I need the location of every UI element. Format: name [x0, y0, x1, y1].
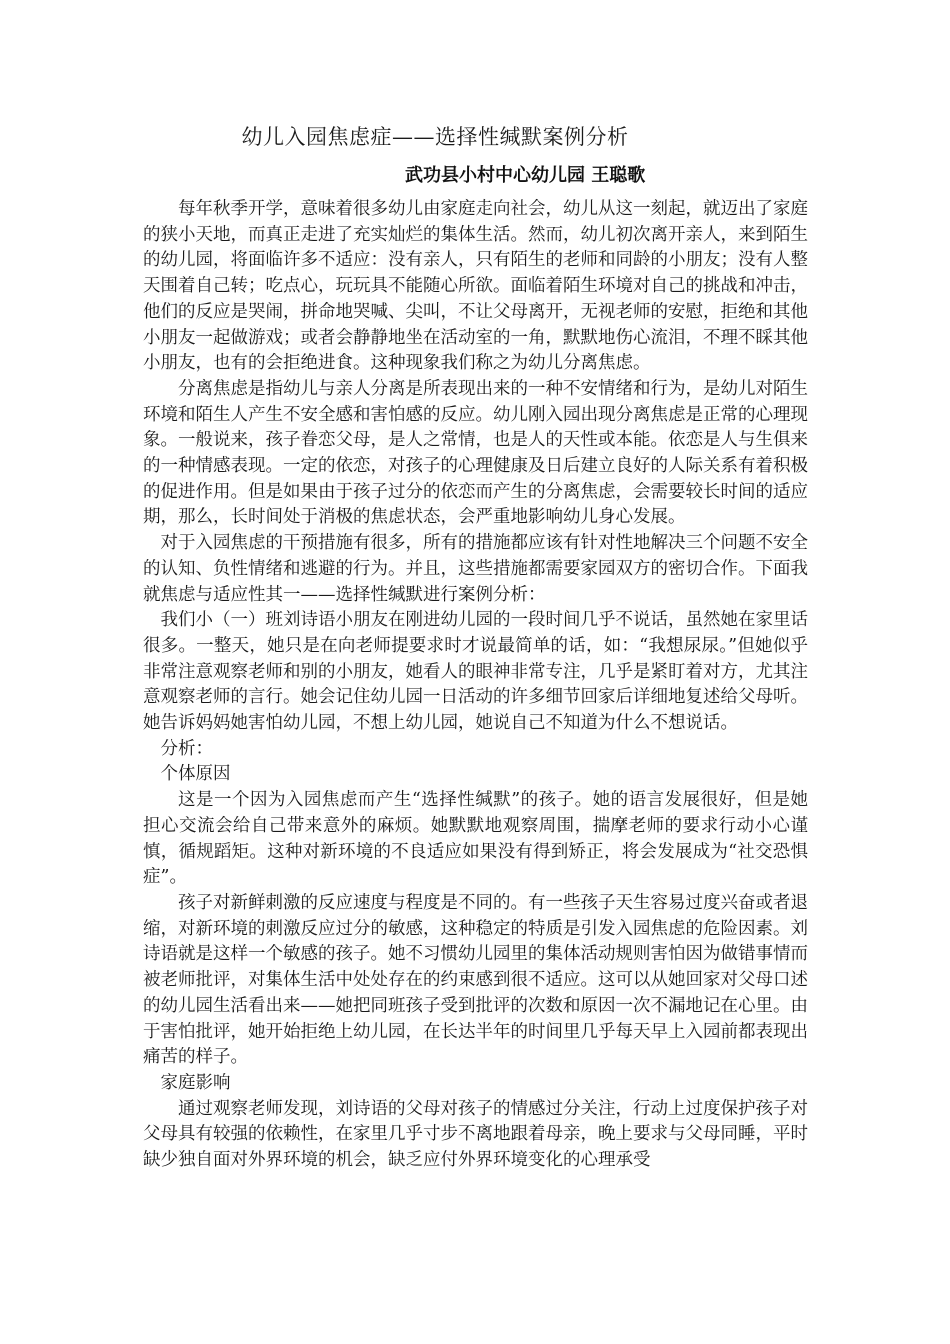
document-title: 幼儿入园焦虑症——选择性缄默案例分析	[241, 125, 629, 149]
paragraph-case: 我们小（一）班刘诗语小朋友在刚进幼儿园的一段时间几乎不说话，虽然她在家里话很多。一整天，她只是在向老师提要求时才说最简单的话，如：“我想尿尿。”但她似乎非常注意观察老师和别的小朋友，她看人的眼神非常专注，几乎是紧盯着对方，尤其注意观察老师的言行。她会记住幼儿园一日活动的许多细节回家后详细地复述给父母听。她告诉妈妈她害怕幼儿园，不想上幼儿园，她说自己不知道为什么不想说话。	[143, 610, 808, 734]
paragraph-separation-anxiety: 分离焦虑是指幼儿与亲人分离是所表现出来的一种不安情绪和行为，是幼儿对陌生环境和陌生人产生不安全感和害怕感的反应。幼儿刚入园出现分离焦虑是正常的心理现象。一般说来，孩子眷恋父母，是人之常情，也是人的天性或本能。依恋是人与生俱来的一种情感表现。一定的依恋，对孩子的心理健康及日后建立良好的人际关系有着积极的促进作用。但是如果由于孩子过分的依恋而产生的分离焦虑，会需要较长时间的适应期，那么，长时间处于消极的焦虑状态，会严重地影响幼儿身心发展。	[143, 378, 808, 528]
document-author: 武功县小村中心幼儿园 王聪歌	[405, 165, 646, 186]
paragraph-sensitivity: 孩子对新鲜刺激的反应速度与程度是不同的。有一些孩子天生容易过度兴奋或者退缩，对新环境的刺激反应过分的敏感，这种稳定的特质是引发入园焦虑的危险因素。刘诗语就是这样一个敏感的孩子。她不习惯幼儿园里的集体活动规则害怕因为做错事情而被老师批评，对集体生活中处处存在的约束感到很不适应。这可以从她回家对父母口述的幼儿园生活看出来——她把同班孩子受到批评的次数和原因一次不漏地记在心里。由于害怕批评，她开始拒绝上幼儿园，在长达半年的时间里几乎每天早上入园前都表现出痛苦的样子。	[143, 892, 808, 1068]
document-body	[143, 197, 808, 1174]
paragraph-family: 通过观察老师发现，刘诗语的父母对孩子的情感过分关注，行动上过度保护孩子对父母具有较强的依赖性，在家里几乎寸步不离地跟着母亲，晚上要求与父母同睡，平时缺少独自面对外界环境的机会，缺乏应付外界环境变化的心理承受	[143, 1098, 808, 1171]
heading-analysis: 分析：	[160, 738, 213, 759]
paragraph-intro: 每年秋季开学，意味着很多幼儿由家庭走向社会，幼儿从这一刻起，就迈出了家庭的狭小天地，而真正走进了充实灿烂的集体生活。然而，幼儿初次离开亲人，来到陌生的幼儿园，将面临许多不适应：没有亲人，只有陌生的老师和同龄的小朋友；没有人整天围着自己转；吃点心，玩玩具不能随心所欲。面临着陌生环境对自己的挑战和冲击，他们的反应是哭闹，拼命地哭喊、尖叫，不让父母离开，无视老师的安慰，拒绝和其他小朋友一起做游戏；或者会静静地坐在活动室的一角，默默地伤心流泪，不理不睬其他小朋友，也有的会拒绝进食。这种现象我们称之为幼儿分离焦虑。	[143, 199, 808, 374]
paragraph-selective-mutism: 这是一个因为入园焦虑而产生“选择性缄默”的孩子。她的语言发展很好，但是她担心交流会给自己带来意外的麻烦。她默默地观察周围，揣摩老师的要求行动小心谨慎，循规蹈矩。这种对新环境的不良适应如果没有得到矫正，将会发展成为“社交恐惧症”。	[143, 790, 808, 888]
heading-individual-cause: 个体原因	[160, 764, 231, 785]
paragraph-interventions: 对于入园焦虑的干预措施有很多，所有的措施都应该有针对性地解决三个问题不安全的认知、负性情绪和逃避的行为。并且，这些措施都需要家园双方的密切合作。下面我就焦虑与适应性其一——选择性缄默进行案例分析：	[143, 533, 808, 605]
heading-family-influence: 家庭影响	[160, 1072, 231, 1093]
